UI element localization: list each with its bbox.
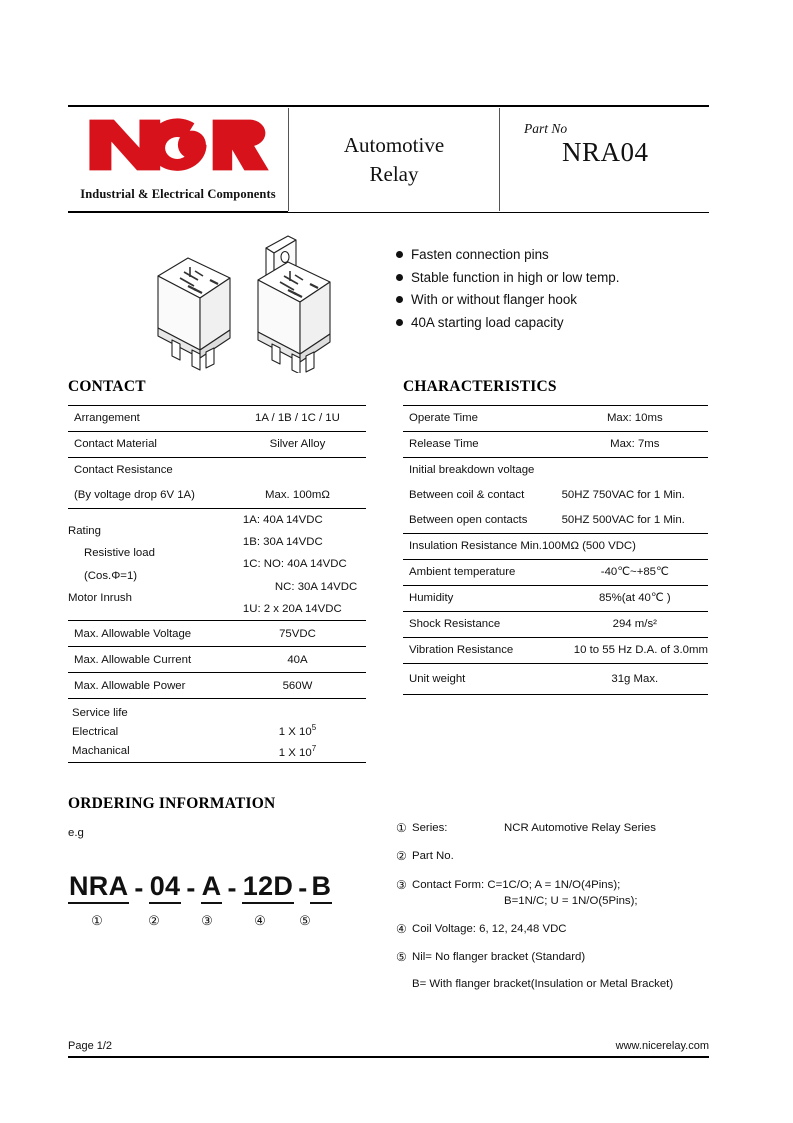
row-key: (By voltage drop 6V 1A) bbox=[68, 483, 229, 509]
feature-label: Fasten connection pins bbox=[411, 247, 549, 262]
row-key: Between open contacts bbox=[403, 508, 562, 534]
table-row bbox=[68, 432, 366, 458]
legend-index: ③ bbox=[396, 877, 407, 892]
code-segment-4: 12D bbox=[242, 871, 294, 904]
rating-value: NC: 30A 14VDC bbox=[274, 580, 358, 593]
row-value: 75VDC bbox=[229, 621, 366, 647]
row-key: Between coil & contact bbox=[409, 489, 525, 502]
feature-label: Stable function in high or low temp. bbox=[411, 269, 620, 285]
row-value: 560W bbox=[229, 673, 366, 699]
row-key: Max. Allowable Current bbox=[68, 647, 229, 673]
code-separator: - bbox=[134, 873, 144, 903]
table-row bbox=[403, 534, 708, 560]
contact-section-title: CONTACT bbox=[68, 378, 146, 395]
feature-item bbox=[396, 290, 716, 310]
legend-item bbox=[396, 820, 726, 837]
table-row bbox=[68, 647, 366, 673]
rating-label: Motor Inrush bbox=[68, 591, 132, 604]
relay-product-illustration bbox=[140, 228, 365, 373]
table-row bbox=[68, 406, 366, 432]
row-value: 40A bbox=[229, 647, 366, 673]
row-value: 50HZ 750VAC for 1 Min. bbox=[561, 489, 685, 502]
characteristics-table bbox=[403, 405, 708, 695]
service-life-electrical-label: Electrical bbox=[72, 725, 119, 738]
legend-subvalue: B=1N/C; U = 1N/O(5Pins); bbox=[504, 895, 638, 908]
code-separator: - bbox=[298, 873, 308, 903]
document-footer bbox=[68, 1040, 709, 1058]
code-separator: - bbox=[227, 873, 237, 903]
row-value: Max: 10ms bbox=[562, 406, 708, 432]
bullet-icon bbox=[396, 274, 403, 281]
legend-label: Coil Voltage: bbox=[412, 922, 476, 935]
row-value: 85%(at 40℃ ) bbox=[562, 586, 708, 612]
legend-label: Nil= No flanger bracket (Standard) bbox=[412, 951, 586, 964]
brand-tagline: Industrial & Electrical Components bbox=[80, 187, 276, 201]
legend-item bbox=[396, 877, 726, 910]
row-key: Arrangement bbox=[68, 406, 229, 432]
service-life-mechanical-label: Machanical bbox=[72, 744, 130, 757]
row-key: Contact Material bbox=[68, 432, 229, 458]
legend-index: ④ bbox=[396, 921, 407, 936]
service-life-electrical-value: 1 X $10^5$ bbox=[278, 722, 317, 738]
legend-body bbox=[412, 877, 726, 910]
bullet-icon bbox=[396, 296, 403, 303]
table-row bbox=[403, 406, 708, 432]
table-row bbox=[403, 483, 708, 508]
legend-item bbox=[396, 848, 726, 865]
rating-value: 1U: 2 x 20A 14VDC bbox=[242, 602, 342, 615]
row-value: Silver Alloy bbox=[229, 432, 366, 458]
characteristics-section-title: CHARACTERISTICS bbox=[403, 378, 557, 395]
part-no-value: NRA04 bbox=[562, 137, 649, 167]
table-row-service-life bbox=[68, 699, 366, 763]
product-title-line1: Automotive bbox=[343, 133, 445, 158]
legend-index: ⑤ bbox=[396, 950, 407, 965]
code-segment-2: 04 bbox=[149, 871, 182, 904]
table-row bbox=[403, 586, 708, 612]
service-life-mechanical-value: 1 X $10^7$ bbox=[278, 743, 317, 759]
table-row-closing bbox=[68, 762, 366, 763]
row-key: Ambient temperature bbox=[403, 560, 562, 586]
bullet-icon bbox=[396, 319, 403, 326]
code-segment-5: B bbox=[310, 871, 332, 904]
row-key: Insulation Resistance Min.100MΩ (500 VDC) bbox=[403, 534, 708, 560]
row-value: 294 m/s² bbox=[562, 612, 708, 638]
code-index-1: ① bbox=[91, 913, 103, 928]
code-index-3: ③ bbox=[201, 913, 213, 928]
feature-list bbox=[396, 245, 716, 335]
row-key: Contact Resistance bbox=[74, 464, 173, 477]
table-row-rating bbox=[68, 509, 366, 621]
brand-logo-cell bbox=[68, 107, 288, 212]
product-title bbox=[288, 108, 500, 211]
legend-label: Part No. bbox=[412, 850, 454, 863]
table-row bbox=[403, 560, 708, 586]
rating-label: (Cos.Φ=1) bbox=[84, 569, 138, 582]
service-life-values bbox=[229, 699, 366, 763]
row-value: -40℃~+85℃ bbox=[562, 560, 708, 586]
ncr-logo-icon bbox=[87, 116, 270, 174]
rating-value: 1C: NO: 40A 14VDC bbox=[242, 558, 347, 571]
feature-item bbox=[396, 245, 716, 265]
table-row bbox=[68, 483, 366, 509]
relay-without-bracket bbox=[158, 258, 230, 370]
feature-item bbox=[396, 268, 716, 288]
row-value: 10 to 55 Hz D.A. of 3.0mm bbox=[562, 638, 708, 664]
part-no-label: Part No bbox=[524, 121, 568, 136]
row-key: Max. Allowable Voltage bbox=[68, 621, 229, 647]
legend-item bbox=[396, 921, 726, 938]
code-index-4: ④ bbox=[254, 913, 266, 928]
code-separator: - bbox=[186, 873, 196, 903]
code-segment-3: A bbox=[201, 871, 223, 904]
legend-body bbox=[412, 921, 726, 938]
code-index-5: ⑤ bbox=[299, 913, 311, 928]
legend-value: NCR Automotive Relay Series bbox=[504, 822, 656, 834]
legend-item bbox=[396, 949, 726, 966]
part-no-cell bbox=[500, 107, 709, 212]
table-row bbox=[403, 508, 708, 534]
row-key: Unit weight bbox=[403, 664, 562, 695]
bullet-icon bbox=[396, 251, 403, 258]
rating-labels bbox=[68, 509, 229, 621]
table-row bbox=[68, 673, 366, 699]
table-row bbox=[68, 621, 366, 647]
contact-section bbox=[68, 378, 366, 763]
feature-label: With or without flanger hook bbox=[411, 292, 577, 308]
feature-item bbox=[396, 313, 716, 333]
legend-body bbox=[412, 820, 726, 837]
rating-value: 1A: 40A 14VDC bbox=[242, 514, 323, 526]
legend-value: 6, 12, 24,48 VDC bbox=[479, 922, 567, 935]
row-value: 50HZ 500VAC for 1 Min. bbox=[562, 508, 708, 534]
row-value: 31g Max. bbox=[562, 664, 708, 695]
row-value: Max: 7ms bbox=[562, 432, 708, 458]
ordering-legend bbox=[396, 820, 726, 1003]
feature-label: 40A starting load capacity bbox=[411, 314, 564, 330]
row-key: Shock Resistance bbox=[403, 612, 562, 638]
legend-body bbox=[412, 949, 726, 966]
code-index-2: ② bbox=[148, 913, 160, 928]
row-key: Vibration Resistance bbox=[403, 638, 562, 664]
rating-label: Resistive load bbox=[84, 547, 155, 560]
row-key: Humidity bbox=[403, 586, 562, 612]
rating-label: Rating bbox=[68, 525, 101, 538]
legend-extra-note: B= With flanger bracket(Insulation or Metal Bracket) bbox=[412, 977, 674, 990]
website-link[interactable]: www.nicerelay.com bbox=[615, 1040, 709, 1052]
rating-values bbox=[229, 509, 366, 621]
row-value bbox=[229, 458, 366, 484]
ordering-part-code bbox=[68, 871, 388, 904]
relay-with-flanger-bracket bbox=[258, 236, 330, 373]
ordering-example-label: e.g bbox=[68, 827, 84, 839]
row-value: 1A / 1B / 1C / 1U bbox=[229, 406, 366, 432]
ordering-section bbox=[68, 795, 388, 929]
table-row bbox=[403, 638, 708, 664]
contact-table bbox=[68, 405, 366, 763]
product-title-line2: Relay bbox=[369, 161, 419, 186]
row-value: Max. 100mΩ bbox=[229, 483, 366, 509]
page-number: Page 1/2 bbox=[68, 1040, 113, 1052]
rating-value: 1B: 30A 14VDC bbox=[242, 536, 323, 549]
service-life-title: Service life bbox=[72, 706, 128, 719]
characteristics-section bbox=[403, 378, 708, 695]
brand-rule bbox=[68, 211, 288, 212]
legend-label: Contact Form: bbox=[412, 878, 485, 891]
legend-value: C=1C/O; A = 1N/O(4Pins); bbox=[487, 878, 621, 891]
legend-index: ② bbox=[396, 849, 407, 864]
table-row bbox=[403, 432, 708, 458]
row-key: Operate Time bbox=[403, 406, 562, 432]
row-value bbox=[562, 458, 708, 484]
table-row bbox=[403, 458, 708, 484]
table-row bbox=[68, 458, 366, 484]
ordering-section-title: ORDERING INFORMATION bbox=[68, 795, 276, 812]
ordering-code-indices bbox=[68, 913, 388, 929]
row-key: Release Time bbox=[403, 432, 562, 458]
service-life-labels bbox=[68, 699, 229, 763]
row-key: Max. Allowable Power bbox=[68, 673, 229, 699]
legend-label: Series: bbox=[412, 822, 448, 834]
table-row bbox=[403, 664, 708, 695]
legend-index: ① bbox=[396, 821, 407, 835]
row-key: Initial breakdown voltage bbox=[409, 464, 535, 477]
document-header bbox=[68, 105, 709, 213]
code-segment-1: NRA bbox=[68, 871, 129, 904]
legend-body bbox=[412, 848, 726, 865]
table-row bbox=[403, 612, 708, 638]
